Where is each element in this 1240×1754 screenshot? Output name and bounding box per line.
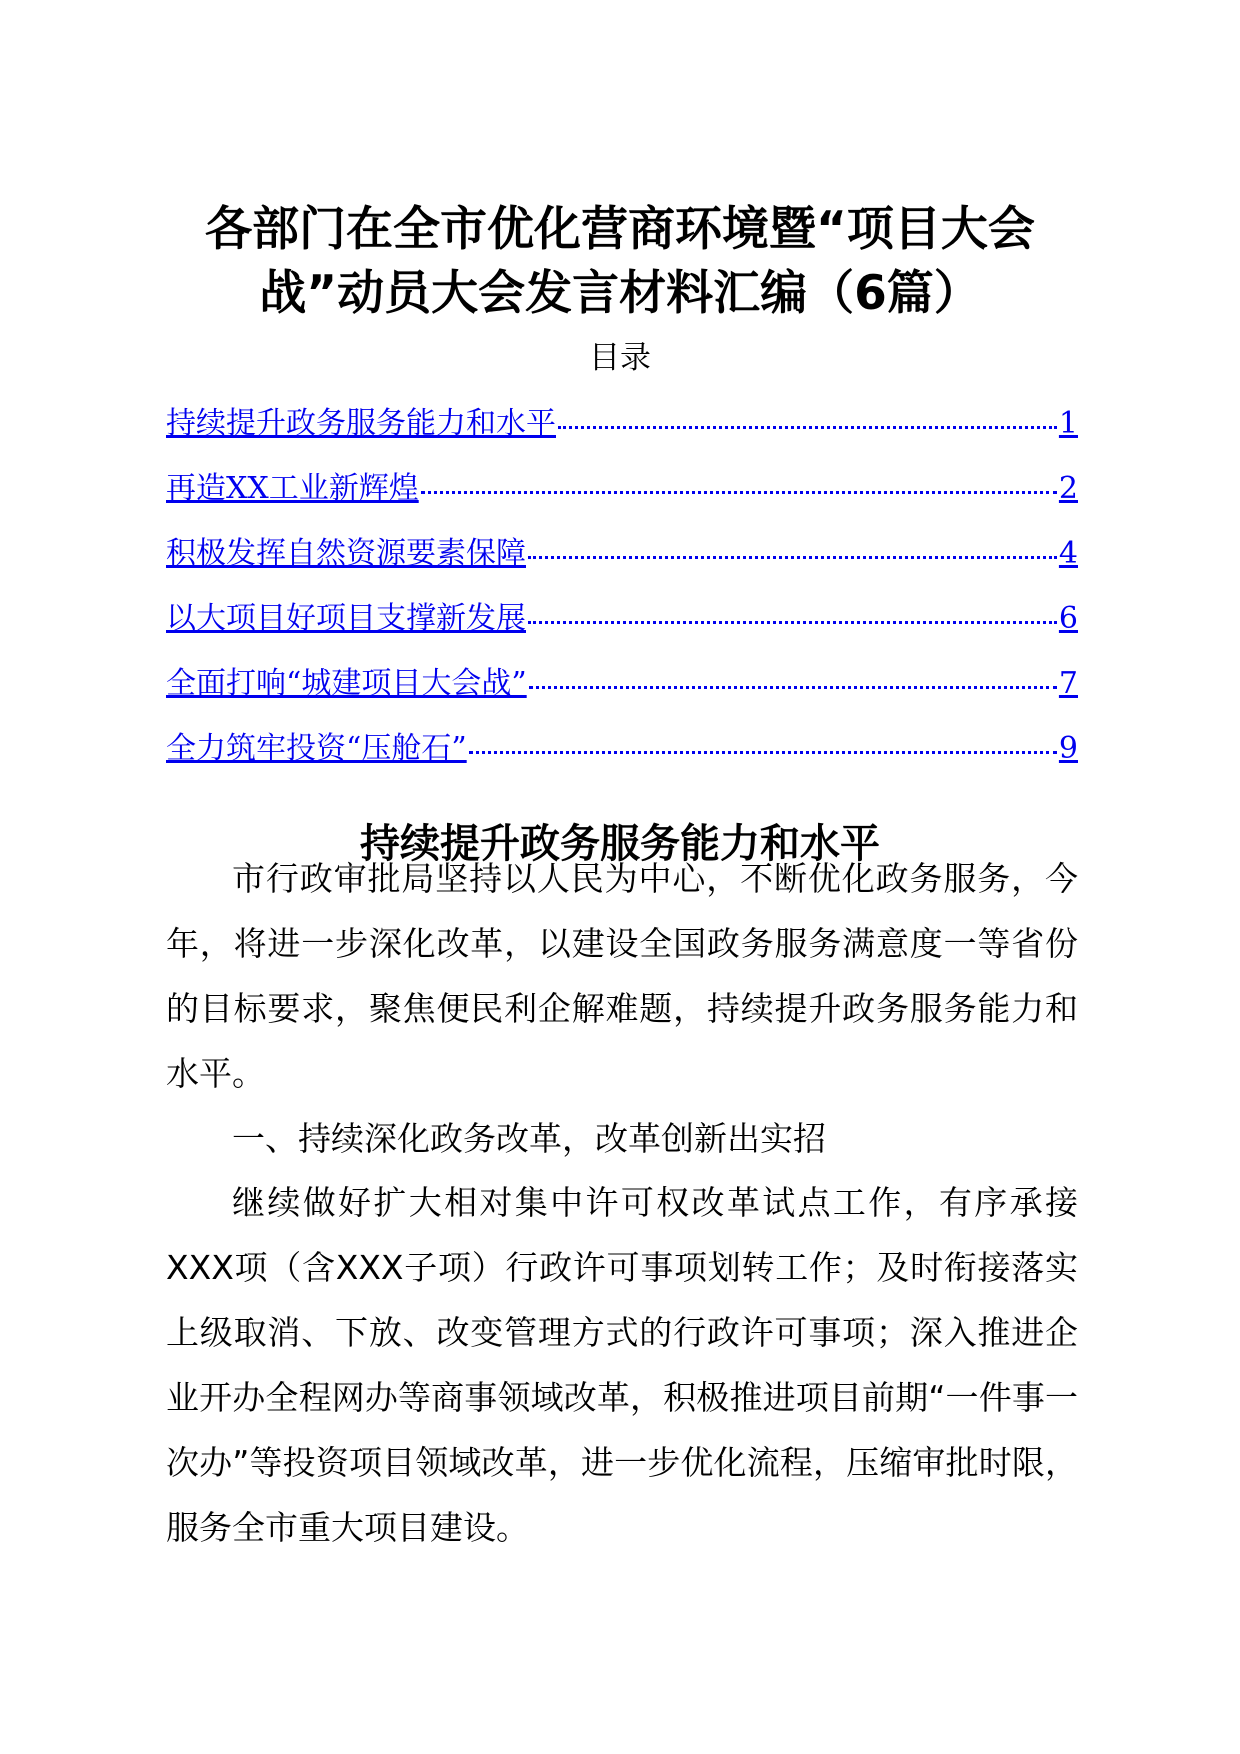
toc-dot-leader	[528, 620, 1057, 624]
toc-entry-page: 1	[1058, 406, 1078, 441]
toc-entry-title: 积极发挥自然资源要素保障	[166, 536, 526, 571]
toc-entry-page: 9	[1058, 731, 1078, 766]
toc-entry-page: 7	[1058, 666, 1078, 701]
toc-dot-leader	[558, 425, 1057, 429]
toc-entry-page: 4	[1058, 536, 1078, 571]
table-of-contents	[166, 398, 1078, 788]
toc-entry-page: 6	[1058, 601, 1078, 636]
toc-link-1[interactable]	[166, 398, 1078, 463]
toc-entry-title: 全面打响“城建项目大会战”	[166, 666, 527, 701]
document-title-line-1: 各部门在全市优化营商环境暨“项目大会	[205, 202, 1035, 257]
body-paragraph-intro: 市行政审批局坚持以人民为中心，不断优化政务服务，今年，将进一步深化改革，以建设全国政务服务满意度一等省份的目标要求，聚焦便民利企解难题，持续提升政务服务能力和水平。	[166, 859, 1078, 1093]
toc-entry-title: 持续提升政务服务能力和水平	[166, 406, 556, 441]
toc-link-3[interactable]	[166, 528, 1078, 593]
body-subheading-1: 一、持续深化政务改革，改革创新出实招	[232, 1119, 826, 1158]
toc-entry-title: 全力筑牢投资“压舱石”	[166, 731, 467, 766]
toc-entry-page: 2	[1058, 471, 1078, 506]
toc-link-5[interactable]	[166, 658, 1078, 723]
toc-dot-leader	[469, 750, 1057, 754]
toc-dot-leader	[529, 685, 1057, 689]
toc-link-4[interactable]	[166, 593, 1078, 658]
toc-heading: 目录	[589, 340, 651, 376]
toc-dot-leader	[421, 490, 1057, 494]
body-paragraph-reform: 继续做好扩大相对集中许可权改革试点工作，有序承接XXX项（含XXX子项）行政许可事项划转工作；及时衔接落实上级取消、下放、改变管理方式的行政许可事项；深入推进企业开办全程网办等商事领域改革，积极推进项目前期“一件事一次办”等投资项目领域改革，进一步优化流程，压缩审批时限，服务全市重大项目建设。	[166, 1183, 1078, 1547]
toc-entry-title: 再造XX工业新辉煌	[166, 471, 419, 506]
document-title-line-2: 战”动员大会发言材料汇编（6篇）	[259, 266, 981, 321]
toc-link-6[interactable]	[166, 723, 1078, 788]
toc-link-2[interactable]	[166, 463, 1078, 528]
toc-dot-leader	[528, 555, 1057, 559]
toc-entry-title: 以大项目好项目支撑新发展	[166, 601, 526, 636]
section-title: 持续提升政务服务能力和水平	[360, 821, 880, 868]
